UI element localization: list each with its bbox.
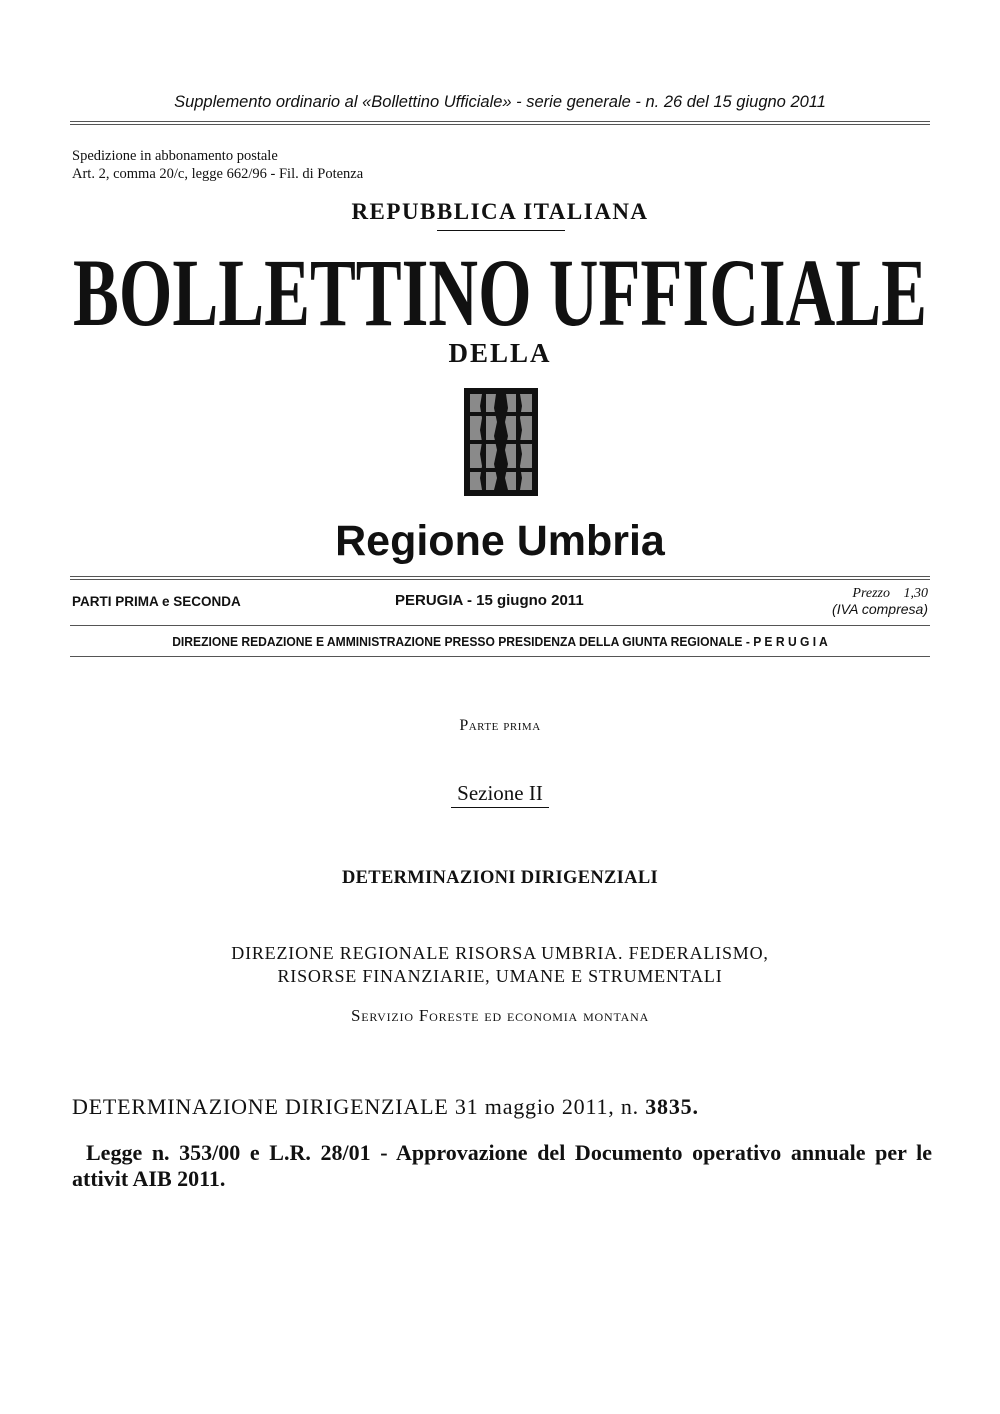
postal-notice xyxy=(72,148,363,183)
place-date: PERUGIA - 15 giugno 2011 xyxy=(395,592,584,609)
parts-label: PARTI PRIMA e SECONDA xyxy=(72,594,241,609)
part-title: Parte prima xyxy=(459,717,541,734)
administration-line: DIREZIONE REDAZIONE E AMMINISTRAZIONE PRESSO PRESIDENZA DELLA GIUNTA REGIONALE - P E R U G I A xyxy=(172,634,828,649)
header-rule-bottom xyxy=(70,124,930,125)
della-label: DELLA xyxy=(448,338,552,368)
service-name: Servizio Foreste ed economia montana xyxy=(350,1006,650,1025)
directorate xyxy=(0,942,1000,988)
header-rule-top xyxy=(70,121,930,122)
directorate-line-2: RISORSE FINANZIARIE, UMANE E STRUMENTALI xyxy=(277,966,723,986)
republic-title: REPUBBLICA ITALIANA xyxy=(351,199,649,224)
category-heading: DETERMINAZIONI DIRIGENZIALI xyxy=(342,868,658,888)
postal-line-2: Art. 2, comma 20/c, legge 662/96 - Fil. di Potenza xyxy=(72,165,364,182)
directorate-line-1: DIREZIONE REGIONALE RISORSA UMBRIA. FEDERALISMO, xyxy=(231,943,769,963)
vat-note: (IVA compresa) xyxy=(832,601,928,617)
info-rule-middle xyxy=(70,625,930,626)
bollettino-title xyxy=(70,243,930,343)
determination-prefix: DETERMINAZIONE DIRIGENZIALE 31 maggio 2011, n. xyxy=(72,1094,646,1119)
regione-umbria-emblem-icon xyxy=(464,386,538,498)
price: Prezzo 1,30 xyxy=(852,586,928,601)
republic-rule xyxy=(437,230,565,231)
bollettino-title-text: BOLLETTINO UFFICIALE xyxy=(73,243,927,343)
info-rule-bottom xyxy=(70,656,930,657)
info-rule-top-1 xyxy=(70,576,930,577)
determination-number: 3835. xyxy=(645,1094,699,1119)
postal-line-1: Spedizione in abbonamento postale xyxy=(72,148,278,164)
section-title: Sezione II xyxy=(457,781,543,805)
determination-subject: Legge n. 353/00 e L.R. 28/01 - Approvazione del Documento operativo annuale per le attivit AIB 2011. xyxy=(72,1140,932,1191)
supplement-header xyxy=(70,93,930,112)
region-name: Regione Umbria xyxy=(335,517,665,565)
supplement-text: Supplemento ordinario al «Bollettino Ufficiale» - serie generale - n. 26 del 15 giugno 2011 xyxy=(174,93,826,111)
section-rule xyxy=(451,807,549,808)
info-rule-top-2 xyxy=(70,579,930,580)
determination-title xyxy=(72,1094,699,1120)
